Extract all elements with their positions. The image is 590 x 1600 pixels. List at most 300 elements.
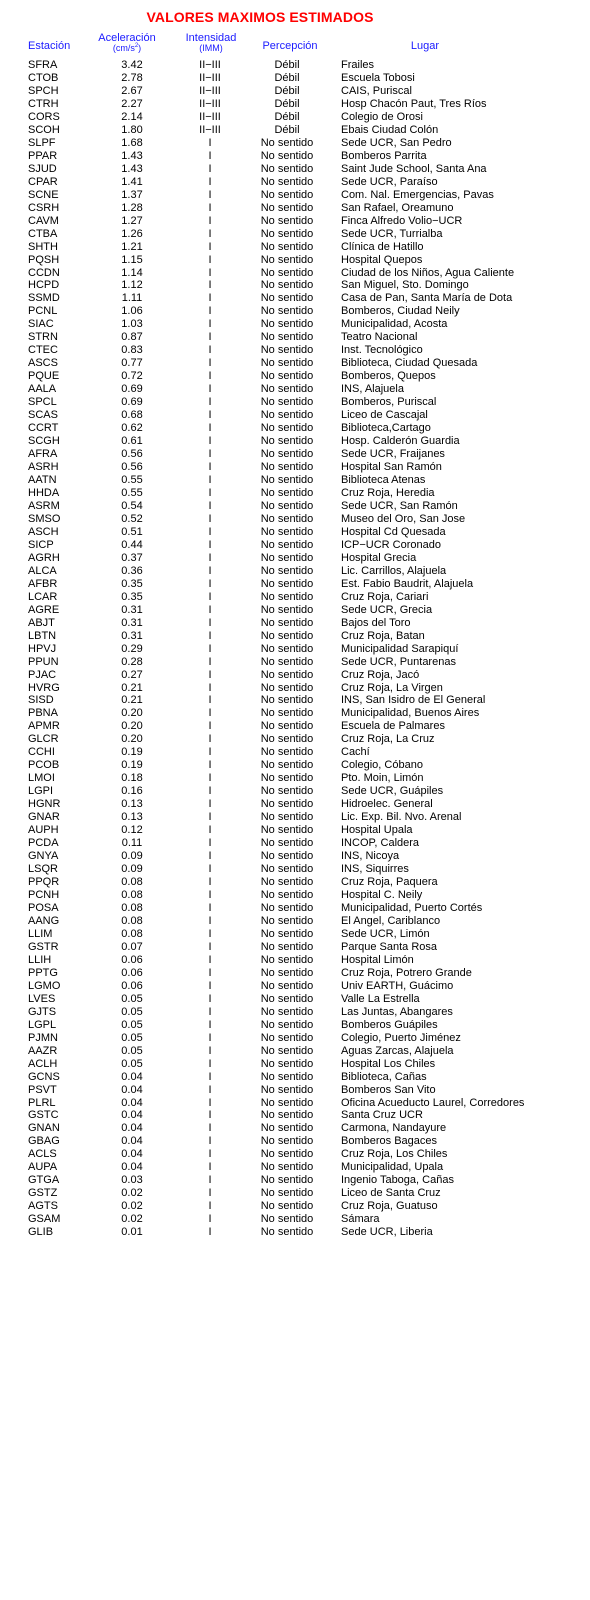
perception-value: No sentido (260, 396, 314, 409)
perception-value: No sentido (260, 149, 314, 162)
perception-value: No sentido (260, 499, 314, 512)
station-code: AGTS (28, 1200, 58, 1213)
intensity-value: I (208, 616, 212, 629)
intensity-value: I (208, 772, 212, 785)
station-code: CCDN (28, 266, 60, 279)
station-code: AALA (28, 383, 57, 396)
table-row (0, 435, 590, 448)
perception-value: No sentido (260, 175, 314, 188)
table-row (0, 1122, 590, 1135)
intensity-value: I (208, 188, 212, 201)
acceleration-value: 0.36 (121, 564, 143, 577)
intensity-value: I (208, 759, 212, 772)
station-code: GTGA (28, 1174, 60, 1187)
intensity-value: I (208, 357, 212, 370)
table-row (0, 461, 590, 474)
intensity-value: I (208, 422, 212, 435)
perception-value: No sentido (260, 331, 314, 344)
perception-value: Débil (274, 71, 300, 84)
place-name: Colegio, Cóbano (341, 759, 423, 772)
station-code: CTOB (28, 71, 59, 84)
intensity-value: I (208, 383, 212, 396)
perception-value: No sentido (260, 253, 314, 266)
station-code: GNYA (28, 850, 59, 863)
perception-value: No sentido (260, 1187, 314, 1200)
table-row (0, 733, 590, 746)
acceleration-value: 0.04 (121, 1109, 143, 1122)
intensity-value: I (208, 512, 212, 525)
place-name: Hospital C. Neily (341, 889, 423, 901)
acceleration-value: 0.05 (121, 1031, 143, 1044)
intensity-value: I (208, 1031, 212, 1044)
place-name: Municipalidad Sarapiquí (341, 642, 459, 655)
station-code: LBTN (28, 629, 57, 642)
table-row (0, 811, 590, 824)
acceleration-value: 1.14 (121, 266, 143, 279)
perception-value: No sentido (260, 590, 314, 603)
station-code: GNAN (28, 1122, 60, 1135)
place-name: Bomberos Bagaces (341, 1135, 437, 1148)
table-row (0, 656, 590, 669)
intensity-value: II−III (199, 110, 221, 123)
table-row (0, 137, 590, 150)
station-code: LGPL (28, 1018, 57, 1031)
perception-value: No sentido (260, 344, 314, 357)
station-code: PLRL (28, 1096, 56, 1109)
intensity-value: I (208, 499, 212, 512)
place-name: Hospital Quepos (341, 253, 423, 266)
table-row (0, 980, 590, 993)
table-row (0, 591, 590, 604)
table-row (0, 694, 590, 707)
table-row (0, 720, 590, 733)
place-name: Cachí (341, 746, 370, 759)
station-code: LGPI (28, 785, 54, 798)
perception-value: No sentido (260, 1005, 314, 1018)
perception-value: No sentido (260, 927, 314, 940)
header-acceleration-unit-exponent: 2 (134, 43, 139, 49)
table-row (0, 604, 590, 617)
station-code: ASRM (28, 499, 60, 512)
table-row (0, 1097, 590, 1110)
table-row (0, 98, 590, 111)
acceleration-value: 0.35 (121, 577, 143, 590)
table-row (0, 941, 590, 954)
table-row (0, 785, 590, 798)
station-code: CTRH (28, 97, 59, 110)
place-name: San Miguel, Sto. Domingo (341, 279, 469, 292)
perception-value: No sentido (260, 966, 314, 979)
place-name: Lic. Carrillos, Alajuela (341, 564, 447, 577)
perception-value: Débil (274, 123, 300, 136)
intensity-value: I (208, 1187, 212, 1200)
perception-value: No sentido (260, 1031, 314, 1044)
place-name: Hospital San Ramón (341, 461, 442, 474)
header-acceleration-label: Aceleración (98, 32, 156, 44)
intensity-value: I (208, 564, 212, 577)
intensity-value: I (208, 279, 212, 292)
perception-value: No sentido (260, 863, 314, 876)
place-name: Sede UCR, Turrialba (341, 227, 443, 240)
header-place (380, 41, 470, 51)
table-row (0, 928, 590, 941)
place-name: Sede UCR, Limón (341, 927, 430, 940)
intensity-value: I (208, 149, 212, 162)
intensity-value: I (208, 1200, 212, 1213)
table-row (0, 124, 590, 137)
place-name: Escuela de Palmares (341, 720, 445, 733)
place-name: Biblioteca, Ciudad Quesada (341, 357, 478, 370)
place-name: Museo del Oro, San Jose (341, 512, 466, 525)
perception-value: No sentido (260, 655, 314, 668)
acceleration-value: 0.13 (121, 811, 143, 824)
place-name: Bomberos, Puriscal (341, 396, 437, 409)
place-name: Ciudad de los Niños, Agua Caliente (341, 266, 515, 279)
acceleration-value: 0.31 (121, 603, 143, 616)
intensity-value: I (208, 603, 212, 616)
table-row (0, 474, 590, 487)
table-row (0, 1084, 590, 1097)
acceleration-value: 0.13 (121, 798, 143, 811)
intensity-value: II−III (199, 97, 221, 110)
acceleration-value: 0.12 (121, 824, 143, 837)
station-code: PJAC (28, 668, 57, 681)
station-code: SSMD (28, 292, 60, 305)
intensity-value: I (208, 1135, 212, 1148)
perception-value: No sentido (260, 1174, 314, 1187)
table-row (0, 759, 590, 772)
perception-value: No sentido (260, 850, 314, 863)
intensity-value: I (208, 1213, 212, 1226)
place-name: Colegio, Puerto Jiménez (341, 1031, 461, 1044)
station-code: ASCH (28, 525, 59, 538)
perception-value: No sentido (260, 409, 314, 422)
intensity-value: I (208, 655, 212, 668)
acceleration-value: 0.19 (121, 746, 143, 759)
station-code: HCPD (28, 279, 60, 292)
station-code: PCDA (28, 837, 59, 850)
station-code: ALCA (28, 564, 57, 577)
intensity-value: I (208, 162, 212, 175)
station-code: LCAR (28, 590, 58, 603)
table-row (0, 669, 590, 682)
header-acceleration (92, 33, 162, 53)
place-name: Cruz Roja, Cariari (341, 590, 429, 603)
perception-value: No sentido (260, 1070, 314, 1083)
station-code: PPUN (28, 655, 59, 668)
acceleration-value: 0.04 (121, 1135, 143, 1148)
acceleration-value: 1.41 (121, 175, 143, 188)
place-name: Carmona, Nandayure (341, 1122, 447, 1135)
acceleration-value: 0.08 (121, 914, 143, 927)
intensity-value: I (208, 811, 212, 824)
place-name: Sede UCR, Liberia (341, 1226, 433, 1239)
place-name: Inst. Tecnológico (341, 344, 423, 357)
station-code: GCNS (28, 1070, 60, 1083)
acceleration-value: 0.27 (121, 668, 143, 681)
acceleration-value: 0.04 (121, 1161, 143, 1174)
acceleration-value: 0.08 (121, 876, 143, 889)
station-code: PSVT (28, 1083, 57, 1096)
perception-value: No sentido (260, 1226, 314, 1239)
place-name: INS, Siquirres (341, 863, 409, 876)
acceleration-value: 0.21 (121, 681, 143, 694)
acceleration-value: 0.20 (121, 720, 143, 733)
station-code: LMOI (28, 772, 55, 785)
intensity-value: I (208, 914, 212, 927)
acceleration-value: 1.03 (121, 318, 143, 331)
intensity-value: I (208, 175, 212, 188)
acceleration-value: 0.06 (121, 979, 143, 992)
intensity-value: I (208, 577, 212, 590)
perception-value: No sentido (260, 266, 314, 279)
perception-value: No sentido (260, 240, 314, 253)
acceleration-value: 0.16 (121, 785, 143, 798)
station-code: GLCR (28, 733, 59, 746)
place-name: Liceo de Cascajal (341, 409, 428, 422)
station-code: GBAG (28, 1135, 60, 1148)
station-code: SMSO (28, 512, 61, 525)
place-name: Municipalidad, Acosta (341, 318, 448, 331)
acceleration-value: 1.28 (121, 201, 143, 214)
perception-value: No sentido (260, 616, 314, 629)
place-name: Bajos del Toro (341, 616, 411, 629)
place-name: Clínica de Hatillo (341, 240, 424, 253)
perception-value: No sentido (260, 1161, 314, 1174)
table-row (0, 331, 590, 344)
intensity-value: I (208, 370, 212, 383)
intensity-value: I (208, 318, 212, 331)
table-row (0, 1148, 590, 1161)
perception-value: Débil (274, 97, 300, 110)
place-name: Hospital Cd Quesada (341, 525, 446, 538)
acceleration-value: 0.20 (121, 733, 143, 746)
table-row (0, 1187, 590, 1200)
table-row (0, 163, 590, 176)
place-name: Cruz Roja, Jacó (341, 668, 420, 681)
table-row (0, 746, 590, 759)
table-row (0, 370, 590, 383)
table-row (0, 1213, 590, 1226)
station-code: AFRA (28, 448, 58, 461)
intensity-value: I (208, 746, 212, 759)
place-name: Hospital Upala (341, 824, 413, 837)
station-code: SHTH (28, 240, 58, 253)
place-name: Aguas Zarcas, Alajuela (341, 1044, 454, 1057)
perception-value: No sentido (260, 733, 314, 746)
place-name: CAIS, Puriscal (341, 84, 412, 97)
acceleration-value: 0.62 (121, 422, 143, 435)
table-row (0, 915, 590, 928)
data-table (0, 59, 590, 1239)
intensity-value: I (208, 733, 212, 746)
acceleration-value: 0.05 (121, 1005, 143, 1018)
intensity-value: I (208, 940, 212, 953)
perception-value: No sentido (260, 1148, 314, 1161)
place-name: INS, Nicoya (341, 850, 400, 863)
place-name: Valle La Estrella (341, 992, 420, 1005)
station-code: ACLH (28, 1057, 58, 1070)
acceleration-value: 0.61 (121, 435, 143, 448)
perception-value: No sentido (260, 318, 314, 331)
table-row (0, 539, 590, 552)
acceleration-value: 0.03 (121, 1174, 143, 1187)
intensity-value: I (208, 668, 212, 681)
station-code: CPAR (28, 175, 58, 188)
table-row (0, 305, 590, 318)
intensity-value: II−III (199, 123, 221, 136)
perception-value: No sentido (260, 681, 314, 694)
table-row (0, 85, 590, 98)
place-name: Biblioteca, Cañas (341, 1070, 427, 1083)
intensity-value: I (208, 1226, 212, 1239)
intensity-value: II−III (199, 59, 221, 71)
acceleration-value: 0.51 (121, 525, 143, 538)
station-code: CSRH (28, 201, 60, 214)
table-row (0, 150, 590, 163)
intensity-value: I (208, 992, 212, 1005)
station-code: SIAC (28, 318, 54, 331)
place-name: Municipalidad, Buenos Aires (341, 707, 480, 720)
perception-value: No sentido (260, 1018, 314, 1031)
intensity-value: I (208, 409, 212, 422)
intensity-value: I (208, 486, 212, 499)
place-name: Cruz Roja, Paquera (341, 876, 438, 889)
header-station-label: Estación (28, 40, 71, 52)
station-code: SCNE (28, 188, 59, 201)
intensity-value: I (208, 863, 212, 876)
intensity-value: I (208, 785, 212, 798)
station-code: AUPA (28, 1161, 58, 1174)
perception-value: No sentido (260, 512, 314, 525)
place-name: Cruz Roja, Batan (341, 629, 425, 642)
station-code: PBNA (28, 707, 58, 720)
acceleration-value: 2.67 (121, 84, 143, 97)
intensity-value: I (208, 305, 212, 318)
table-row (0, 837, 590, 850)
table-row (0, 513, 590, 526)
station-code: PCOB (28, 759, 60, 772)
intensity-value: I (208, 707, 212, 720)
acceleration-value: 0.21 (121, 694, 143, 707)
place-name: Sede UCR, Grecia (341, 603, 433, 616)
perception-value: No sentido (260, 1083, 314, 1096)
place-name: Bomberos, Ciudad Neily (341, 305, 460, 318)
perception-value: No sentido (260, 992, 314, 1005)
acceleration-value: 1.80 (121, 123, 143, 136)
perception-value: No sentido (260, 422, 314, 435)
intensity-value: I (208, 461, 212, 474)
perception-value: No sentido (260, 486, 314, 499)
station-code: CTBA (28, 227, 58, 240)
station-code: PPAR (28, 149, 58, 162)
header-acceleration-unit-close: ) (138, 43, 142, 53)
table-row (0, 552, 590, 565)
acceleration-value: 1.43 (121, 149, 143, 162)
place-name: Cruz Roja, La Cruz (341, 733, 435, 746)
perception-value: No sentido (260, 668, 314, 681)
table-row (0, 824, 590, 837)
acceleration-value: 0.02 (121, 1187, 143, 1200)
page-title: VALORES MAXIMOS ESTIMADOS (146, 9, 374, 25)
header-intensity-unit: (IMM) (199, 43, 223, 53)
perception-value: No sentido (260, 694, 314, 707)
station-code: CAVM (28, 214, 59, 227)
acceleration-value: 0.28 (121, 655, 143, 668)
perception-value: No sentido (260, 1135, 314, 1148)
table-row (0, 176, 590, 189)
station-code: PPTG (28, 966, 58, 979)
intensity-value: I (208, 824, 212, 837)
acceleration-value: 1.37 (121, 188, 143, 201)
station-code: GSTC (28, 1109, 59, 1122)
intensity-value: II−III (199, 71, 221, 84)
place-name: Santa Cruz UCR (341, 1109, 423, 1122)
table-row (0, 1045, 590, 1058)
perception-value: No sentido (260, 227, 314, 240)
place-name: Com. Nal. Emergencias, Pavas (341, 188, 494, 201)
station-code: GSAM (28, 1213, 61, 1226)
intensity-value: I (208, 1096, 212, 1109)
table-row (0, 967, 590, 980)
intensity-value: I (208, 1070, 212, 1083)
intensity-value: I (208, 1122, 212, 1135)
station-code: PCNL (28, 305, 58, 318)
acceleration-value: 1.27 (121, 214, 143, 227)
perception-value: No sentido (260, 474, 314, 486)
table-row (0, 1058, 590, 1071)
place-name: Hidroelec. General (341, 798, 433, 811)
place-name: Bomberos, Quepos (341, 370, 436, 383)
perception-value: No sentido (260, 201, 314, 214)
acceleration-value: 0.01 (121, 1226, 143, 1239)
acceleration-value: 0.19 (121, 759, 143, 772)
station-code: GSTR (28, 940, 59, 953)
place-name: Liceo de Santa Cruz (341, 1187, 441, 1200)
intensity-value: I (208, 1109, 212, 1122)
perception-value: No sentido (260, 564, 314, 577)
perception-value: No sentido (260, 979, 314, 992)
acceleration-value: 1.21 (121, 240, 143, 253)
table-row (0, 189, 590, 202)
intensity-value: I (208, 629, 212, 642)
table-row (0, 798, 590, 811)
place-name: Lic. Exp. Bil. Nvo. Arenal (341, 811, 462, 824)
place-name: San Rafael, Oreamuno (341, 201, 454, 214)
acceleration-value: 0.02 (121, 1200, 143, 1213)
intensity-value: I (208, 292, 212, 305)
intensity-value: I (208, 837, 212, 850)
acceleration-value: 1.68 (121, 136, 143, 149)
acceleration-value: 2.78 (121, 71, 143, 84)
place-name: Bomberos San Vito (341, 1083, 436, 1096)
acceleration-value: 0.05 (121, 1044, 143, 1057)
place-name: Sede UCR, Puntarenas (341, 655, 456, 668)
station-code: PQSH (28, 253, 60, 266)
intensity-value: I (208, 927, 212, 940)
acceleration-value: 3.42 (121, 59, 143, 71)
intensity-value: I (208, 396, 212, 409)
perception-value: No sentido (260, 188, 314, 201)
acceleration-value: 0.18 (121, 772, 143, 785)
station-code: ASCS (28, 357, 58, 370)
place-name: Pto. Moin, Limón (341, 772, 424, 785)
station-code: HGNR (28, 798, 61, 811)
station-code: SPCH (28, 84, 59, 97)
station-code: ACLS (28, 1148, 57, 1161)
table-row (0, 267, 590, 280)
station-code: CTEC (28, 344, 58, 357)
